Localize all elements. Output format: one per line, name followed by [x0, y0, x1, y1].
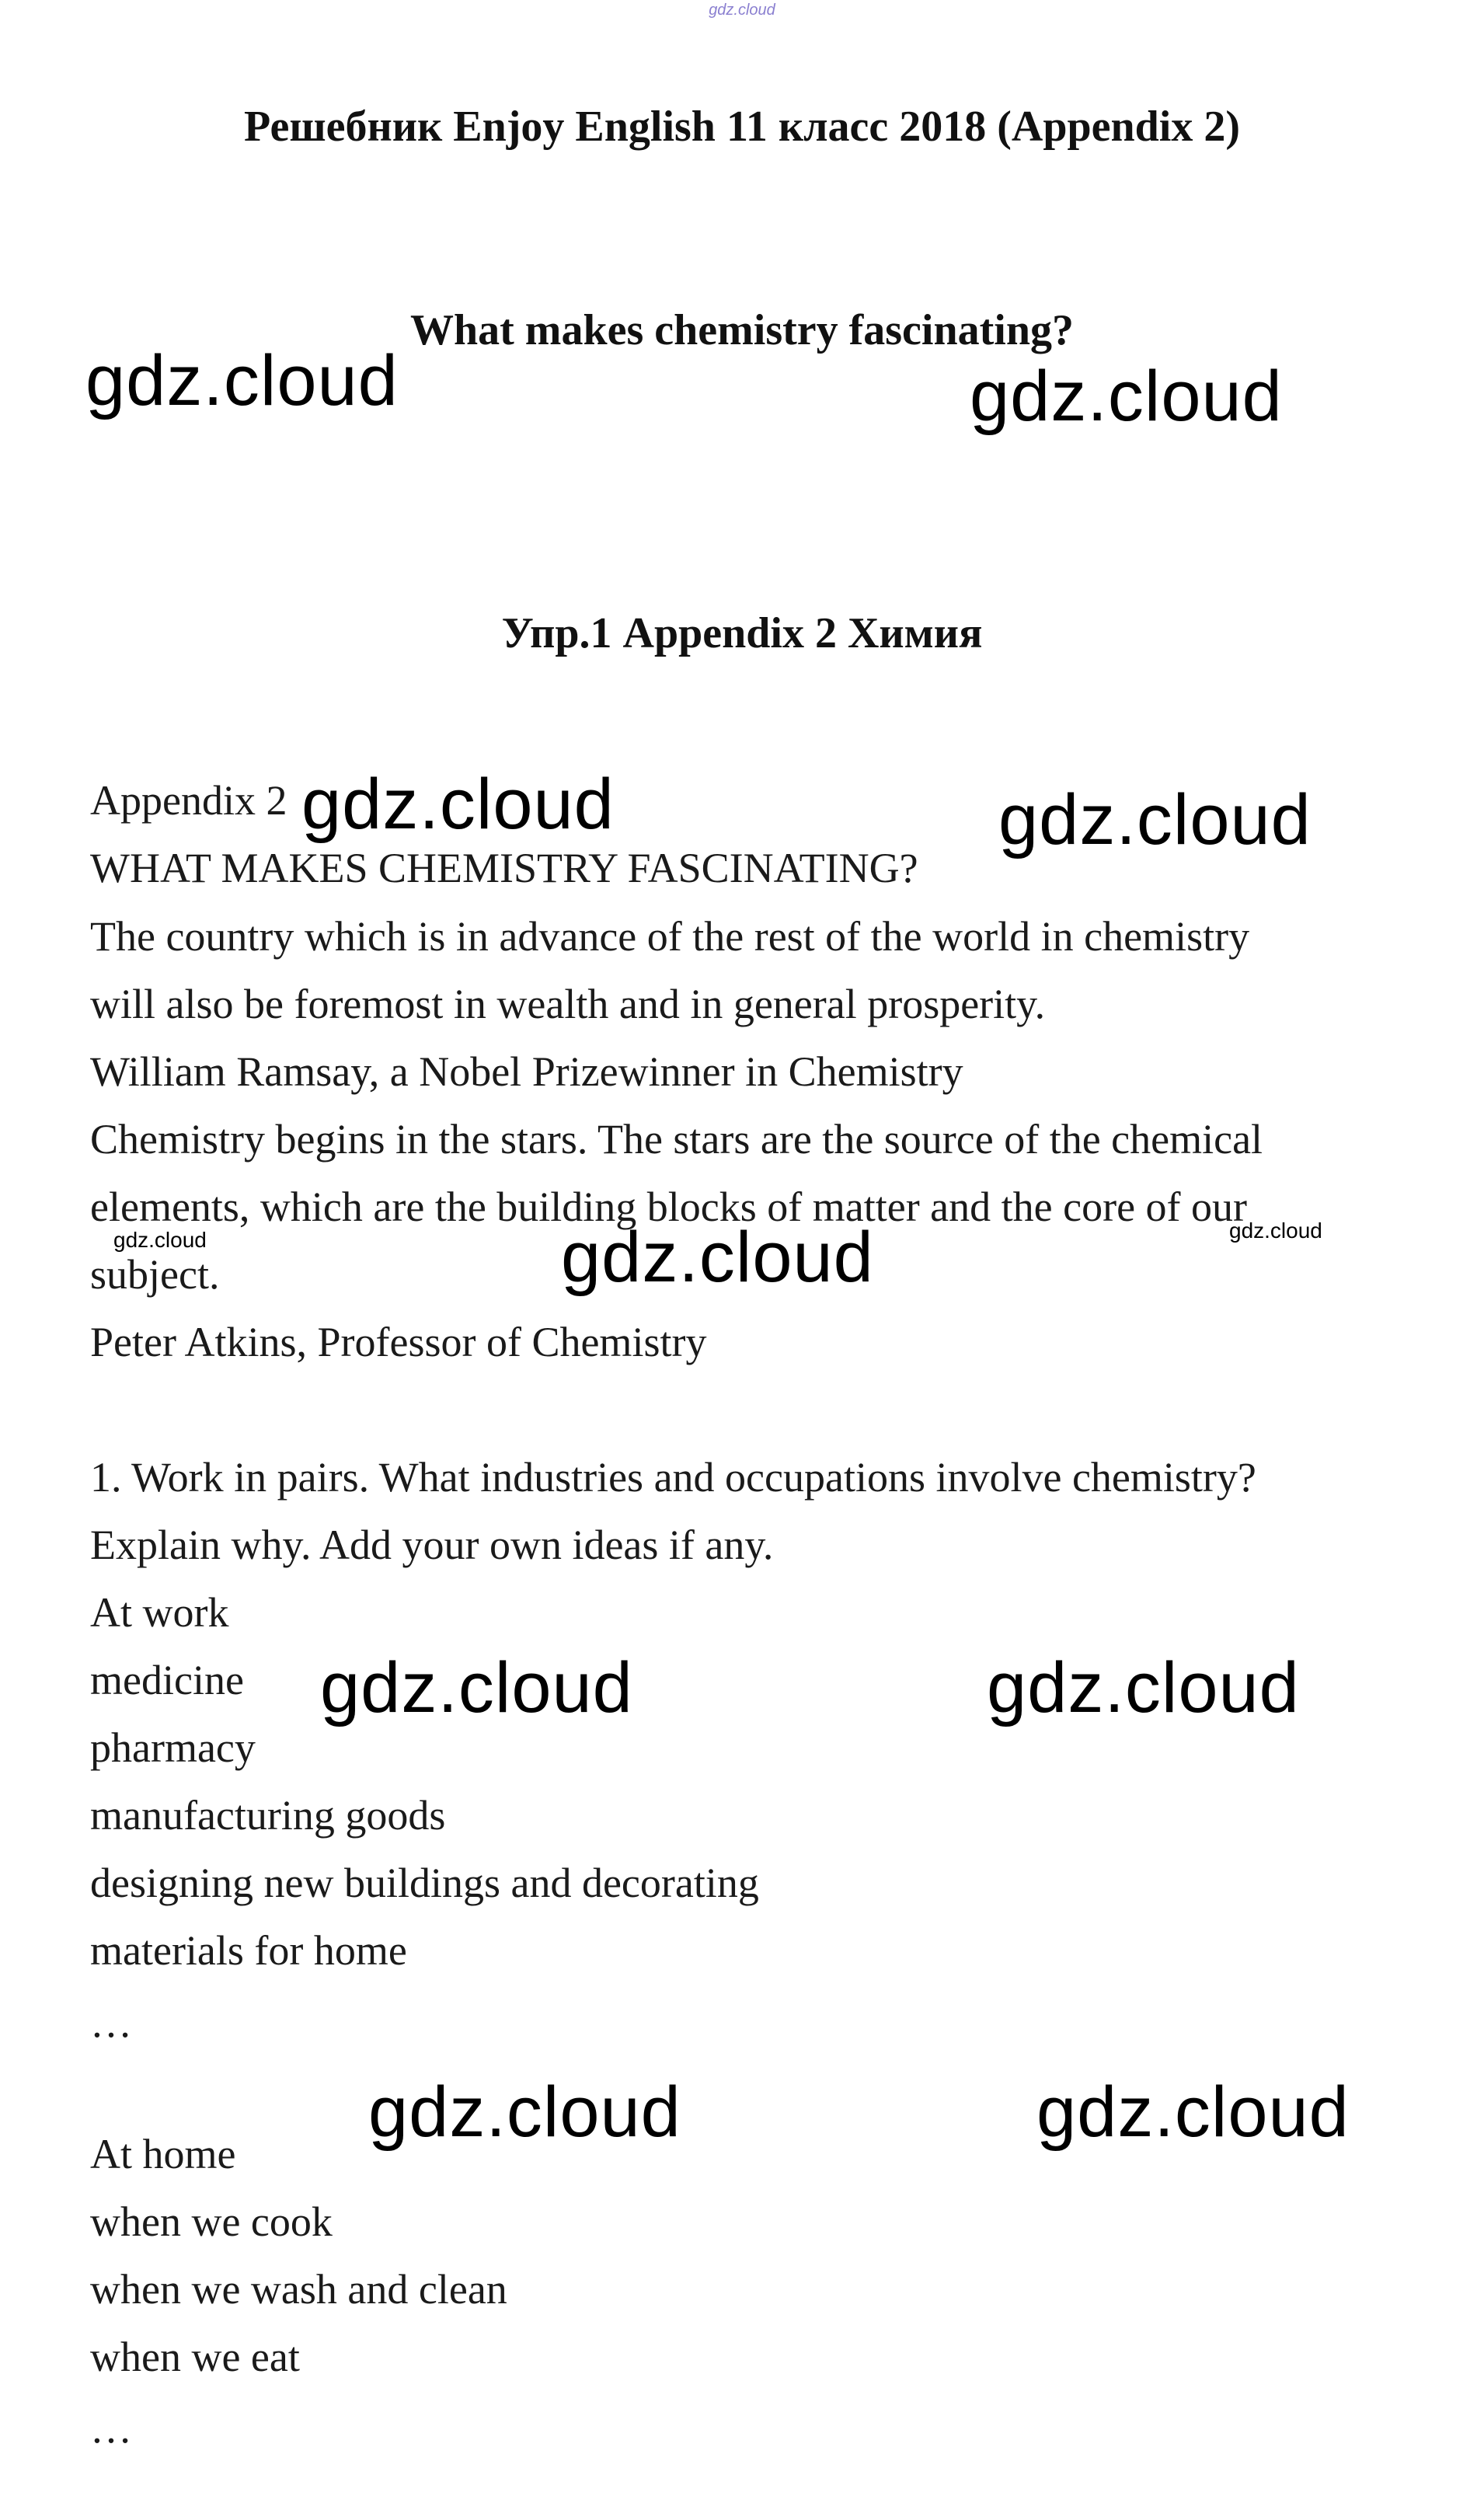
watermark: gdz.cloud	[301, 765, 615, 844]
task-line2: Explain why. Add your own ideas if any.	[90, 1522, 774, 1568]
quote1-line2: will also be foremost in wealth and in general prosperity.	[90, 981, 1046, 1027]
top-watermark: gdz.cloud	[709, 2, 775, 19]
page-subtitle: What makes chemistry fascinating?	[410, 306, 1074, 354]
quote1-author: William Ramsay, a Nobel Prizewinner in Chemistry	[90, 1048, 963, 1095]
list-item: medicine	[90, 1657, 244, 1703]
watermark: gdz.cloud	[970, 357, 1283, 436]
watermark: gdz.cloud	[368, 2072, 681, 2152]
list-item: pharmacy	[90, 1724, 256, 1771]
quote2-line2: elements, which are the building blocks of matter and the core of our	[90, 1184, 1248, 1230]
watermark-small: gdz.cloud	[1229, 1218, 1322, 1243]
watermark: gdz.cloud	[561, 1218, 874, 1297]
watermark: gdz.cloud	[320, 1648, 633, 1727]
watermark-small: gdz.cloud	[113, 1228, 207, 1252]
list-item: …	[90, 2405, 132, 2452]
appendix-label: Appendix 2	[90, 777, 287, 824]
at-work-heading: At work	[90, 1589, 229, 1636]
task-line1: 1. Work in pairs. What industries and occupations involve chemistry?	[90, 1454, 1256, 1501]
quote2-line3: subject.	[90, 1251, 220, 1298]
quote2-line1: Chemistry begins in the stars. The stars are the source of the chemical	[90, 1116, 1263, 1163]
list-item: designing new buildings and decorating	[90, 1860, 759, 1906]
list-item: when we cook	[90, 2198, 333, 2245]
quote1-line1: The country which is in advance of the rest of the world in chemistry	[90, 913, 1250, 960]
list-item: when we wash and clean	[90, 2266, 507, 2313]
watermark: gdz.cloud	[85, 341, 399, 420]
list-item: manufacturing goods	[90, 1792, 446, 1839]
watermark: gdz.cloud	[1036, 2072, 1350, 2152]
section-title: Упр.1 Appendix 2 Химия	[501, 609, 983, 657]
watermark: gdz.cloud	[998, 780, 1312, 859]
quote2-author: Peter Atkins, Professor of Chemistry	[90, 1319, 707, 1365]
heading-caps: WHAT MAKES CHEMISTRY FASCINATING?	[90, 845, 918, 891]
list-item: materials for home	[90, 1927, 407, 1974]
list-item: …	[90, 1999, 132, 2046]
at-home-heading: At home	[90, 2131, 236, 2177]
page-title: Решебник Enjoy English 11 класс 2018 (Appendix 2)	[244, 103, 1240, 151]
list-item: when we eat	[90, 2334, 300, 2380]
watermark: gdz.cloud	[987, 1648, 1300, 1727]
